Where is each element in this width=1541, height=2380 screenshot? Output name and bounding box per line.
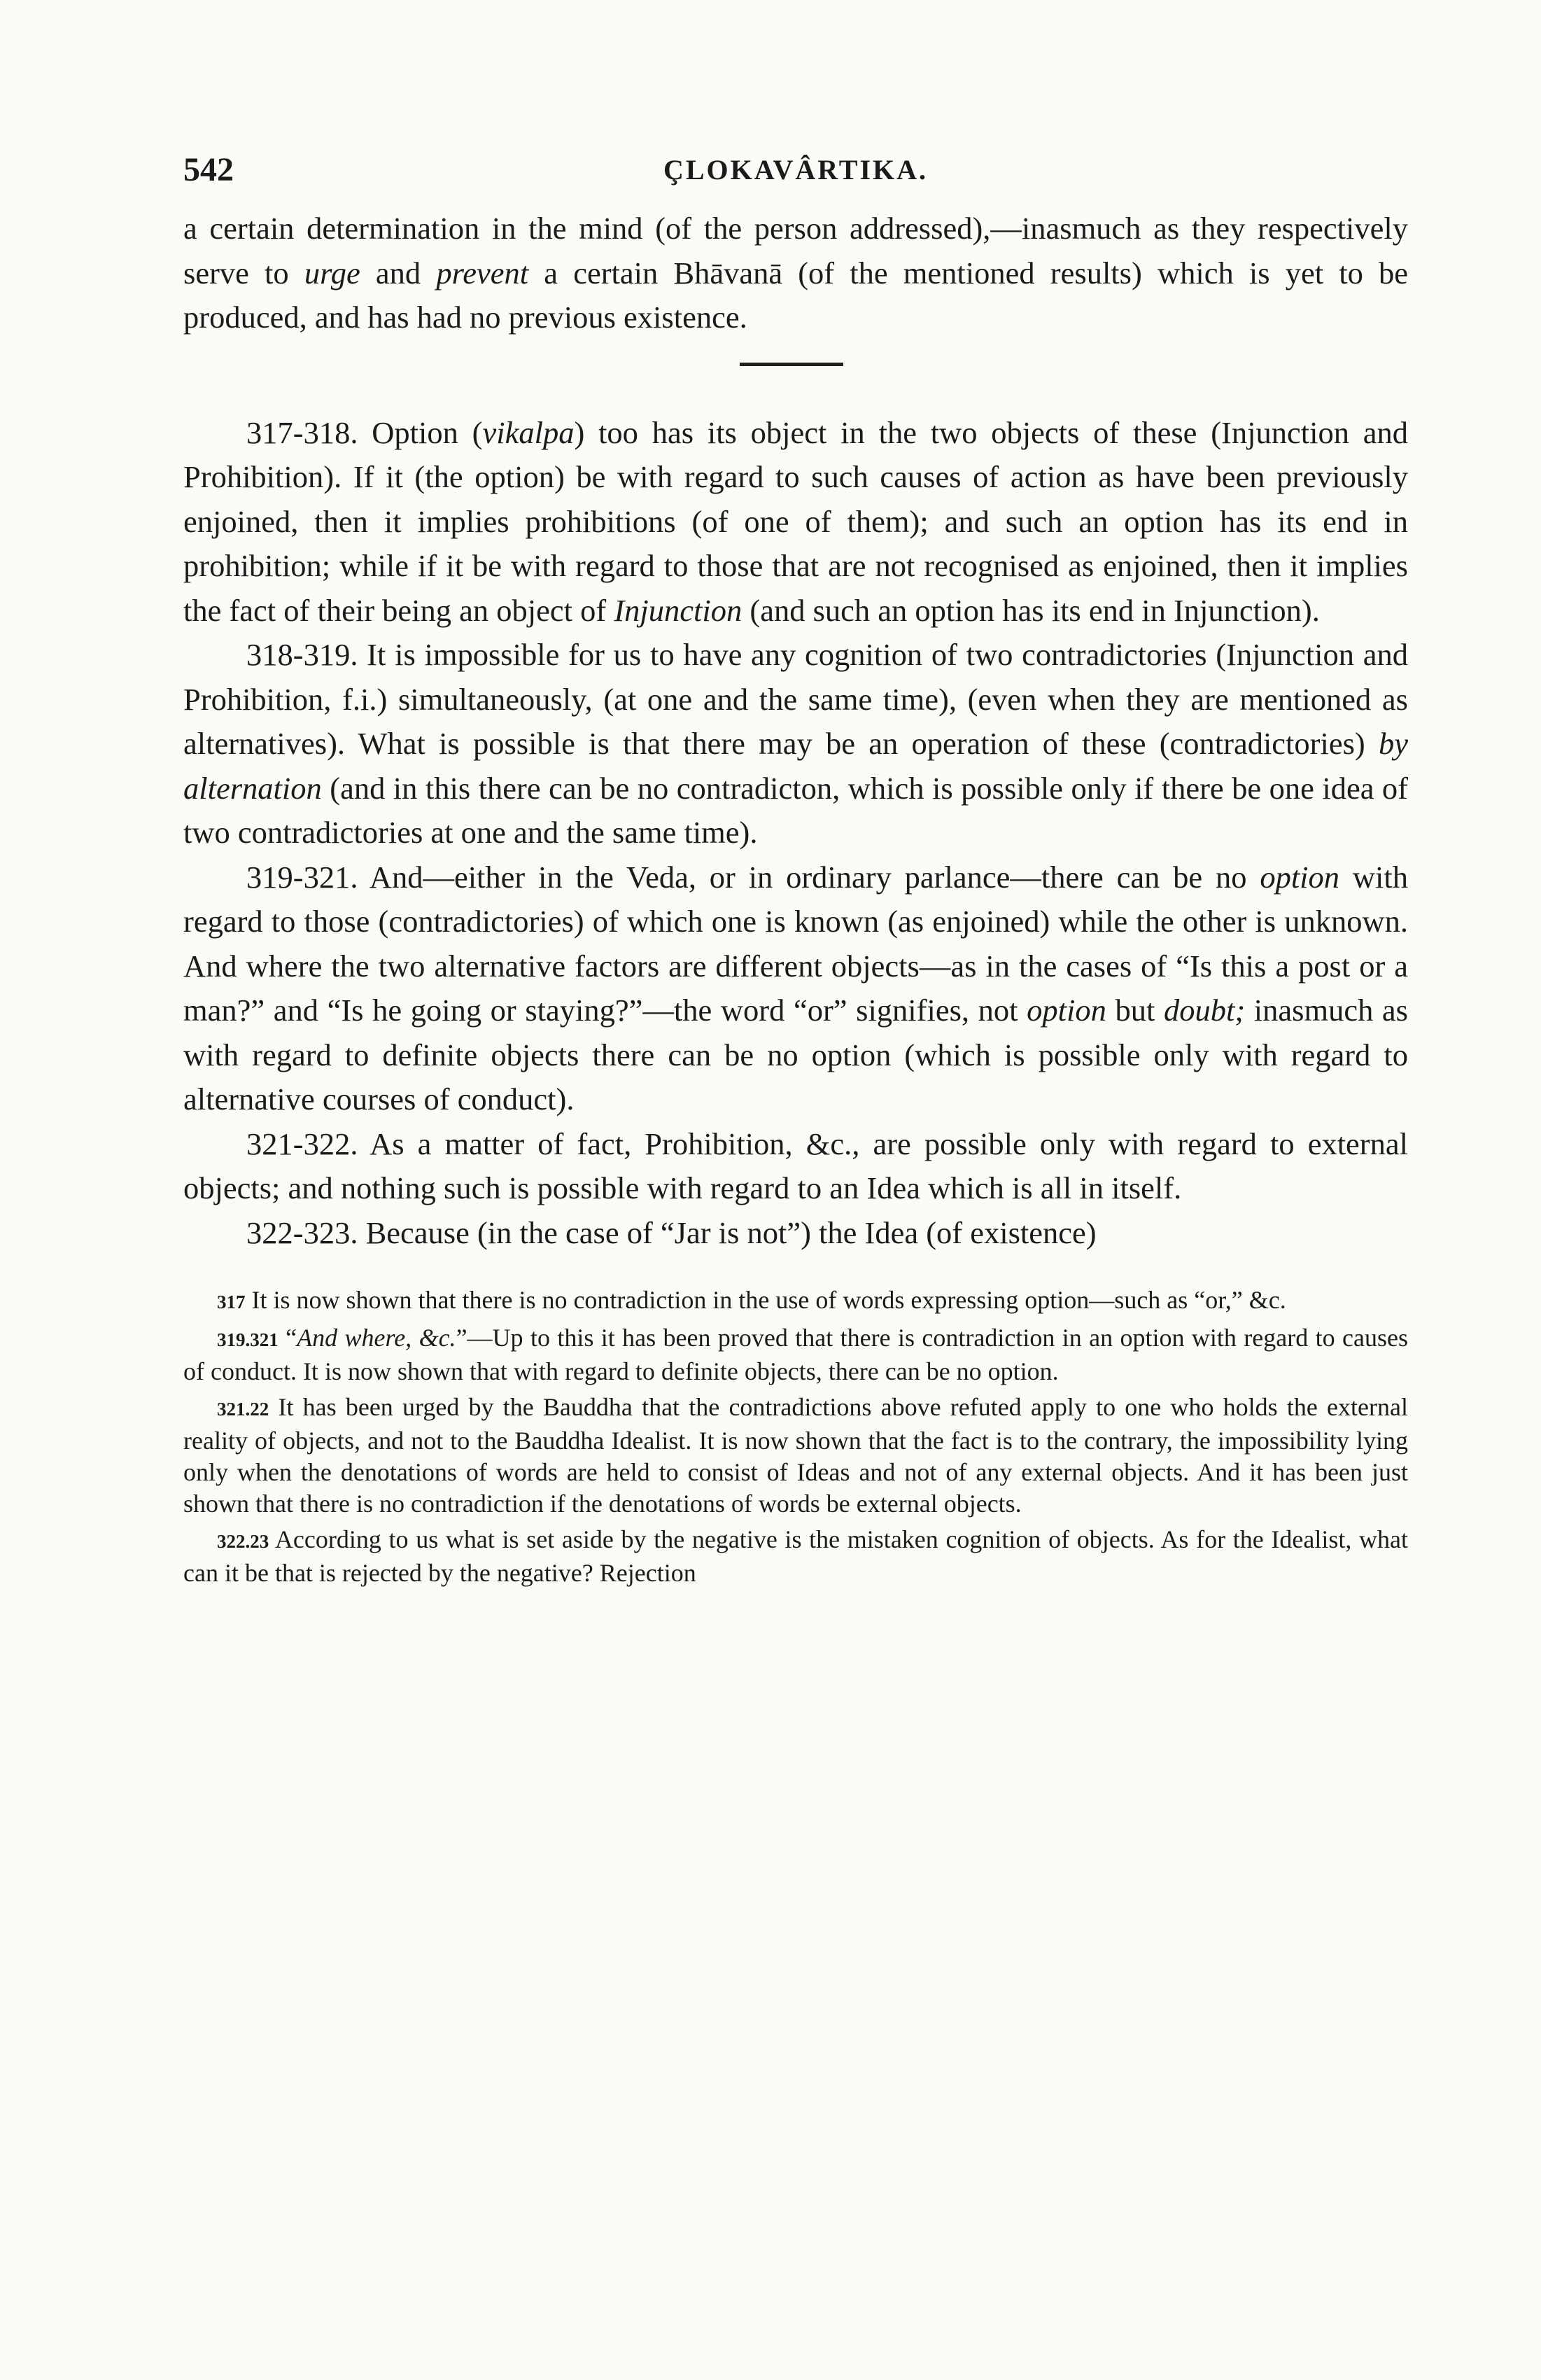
running-title: ÇLOKAVÂRTIKA. bbox=[663, 154, 929, 186]
book-page bbox=[183, 150, 1408, 1593]
paragraph-321-322: 321-322. As a matter of fact, Prohibition, &c., are possible only with regard to external objects; and nothing such is possible with regard to an Idea which is all in itself. bbox=[183, 1126, 1408, 1205]
paragraph-317-318: 317-318. Option (vikalpa) too has its object in the two objects of these (Injunction and Prohibition). If it (the option) be with regard to such causes of action as have been previously enjoined, then it implies prohibitions (of one of them); and such an option has its end in prohibition; while if it be with regard to those that are not recognised as enjoined, then it implies the fact of their being an object of Injunction (and such an option has its end in Injunction). bbox=[183, 414, 1408, 628]
page-number: 542 bbox=[183, 151, 234, 188]
page-header bbox=[183, 150, 1408, 206]
footnote-319-321: 319.321 “And where, &c.”—Up to this it has been proved that there is contradiction in an option with regard to causes of conduct. It is now shown that with regard to definite objects, there can be no option. bbox=[183, 1324, 1408, 1385]
main-text bbox=[183, 206, 1408, 1255]
footnote-322-23: 322.23 According to us what is set aside by the negative is the mistaken cognition of objects. As for the Idealist, what can it be that is rejected by the negative? Rejection bbox=[183, 1525, 1408, 1587]
footnote-317: 317 It is now shown that there is no contradiction in the use of words expressing option—such as “or,” &c. bbox=[217, 1286, 1286, 1314]
paragraph-318-319: 318-319. It is impossible for us to have any cognition of two contradictories (Injunction and Prohibition, f.i.) simultaneously, (at one and the same time), (even when they are mentioned as alternatives). What is possible is that there may be an operation of these (contradictories) by alternation (and in this there can be no contradicton, which is possible only if there be one idea of two contradictories at one and the same time). bbox=[183, 637, 1408, 850]
paragraph-319-321: 319-321. And—either in the Veda, or in ordinary parlance—there can be no option with regard to those (contradictories) of which one is known (as enjoined) while the other is unknown. And where the two alternative factors are different objects—as in the cases of “Is this a post or a man?” and “Is he going or staying?”—the word “or” signifies, not option but doubt; inasmuch as with regard to definite objects there can be no option (which is possible only with regard to alternative courses of conduct). bbox=[183, 859, 1408, 1116]
footnote-321-22: 321.22 It has been urged by the Bauddha that the contradictions above refuted apply to one who holds the external reality of objects, and not to the Bauddha Idealist. It is now shown that the fact is to the contrary, the impossibility lying only when the denotations of words are held to consist of Ideas and not of any external objects. And it has been just shown that there is no contradiction if the denotations of words be external objects. bbox=[183, 1393, 1408, 1518]
paragraph-continuation: a certain determination in the mind (of the person addressed),—inasmuch as they respectively serve to urge and prevent a certain Bhāvanā (of the mentioned results) which is yet to be produced, and has had no previous existence. bbox=[183, 211, 1408, 335]
paragraph-322-323: 322-323. Because (in the case of “Jar is not”) the Idea (of existence) bbox=[246, 1214, 1097, 1250]
footnotes bbox=[183, 1284, 1408, 1589]
